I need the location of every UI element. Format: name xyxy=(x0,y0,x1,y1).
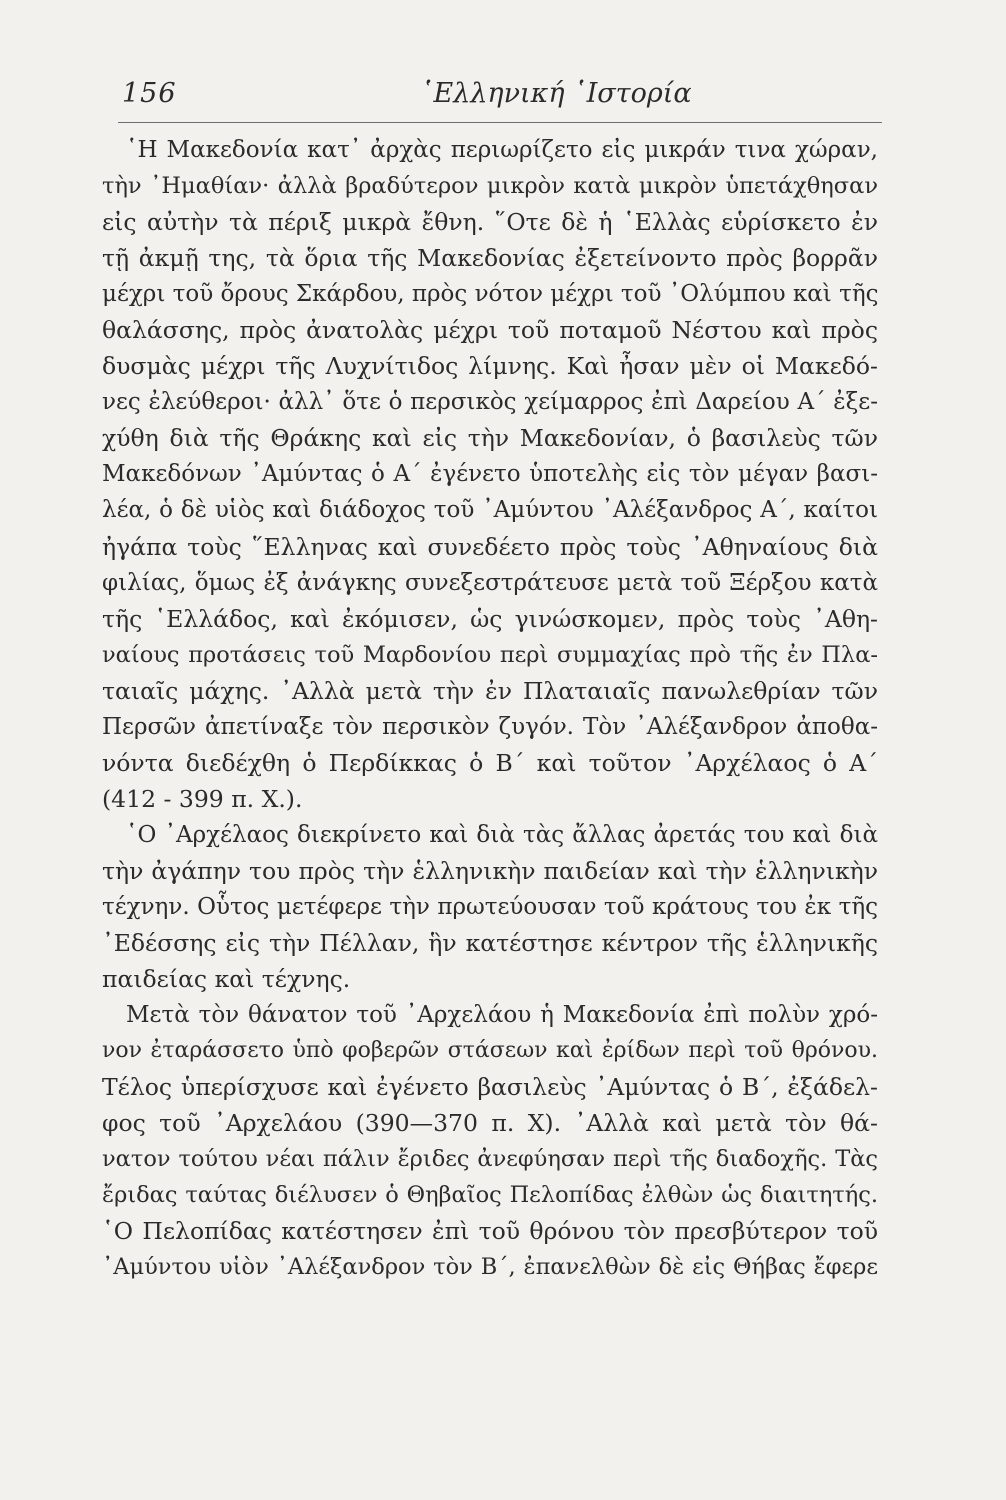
text-line: ναίους προτάσεις τοῦ Μαρδονίου περὶ συμμαχίας πρὸ τῆς ἐν Πλα- xyxy=(102,641,878,668)
running-title: ῾Ελληνική ῾Ιστορία xyxy=(420,78,692,109)
page-header xyxy=(118,72,882,123)
text-line: ᾽Εδέσσης εἰς τὴν Πέλλαν, ἣν κατέστησε κέντρον τῆς ἑλληνικῆς xyxy=(102,929,878,958)
text-line: λέα, ὁ δὲ υἱὸς καὶ διάδοχος τοῦ ᾽Αμύντου ᾽Αλέξανδρος Α΄, καίτοι xyxy=(102,497,878,524)
text-line: ἔριδας ταύτας διέλυσεν ὁ Θηβαῖος Πελοπίδας ἐλθὼν ὡς διαιτητής. xyxy=(102,1182,878,1209)
text-line: νατον τούτου νέαι πάλιν ἔριδες ἀνεφύησαν περὶ τῆς διαδοχῆς. Τὰς xyxy=(102,1146,878,1173)
text-line: ῾Ο Πελοπίδας κατέστησεν ἐπὶ τοῦ θρόνου τὸν πρεσβύτερον τοῦ xyxy=(102,1217,878,1246)
text-line: νον ἐταράσσετο ὑπὸ φοβερῶν στάσεων καὶ ἐρίδων περὶ τοῦ θρόνου. xyxy=(102,1038,878,1064)
text-line: ᾽Αμύντου υἱὸν ᾽Αλέξανδρον τὸν Β΄, ἐπανελθὼν δὲ εἰς Θήβας ἔφερε xyxy=(102,1254,878,1281)
text-line: τέχνην. Οὗτος μετέφερε τὴν πρωτεύουσαν τοῦ κράτους του ἐκ τῆς xyxy=(102,893,878,920)
text-line: θαλάσσης, πρὸς ἀνατολὰς μέχρι τοῦ ποταμοῦ Νέστου καὶ πρὸς xyxy=(102,316,878,345)
text-line: ῾Ο ᾽Αρχέλαος διεκρίνετο καὶ διὰ τὰς ἄλλας ἀρετάς του καὶ διὰ xyxy=(126,821,878,848)
text-line: φος τοῦ ᾽Αρχελάου (390—370 π. Χ). ᾽Αλλὰ καὶ μετὰ τὸν θά- xyxy=(102,1109,878,1138)
text-line: ταιαῖς μάχης. ᾽Αλλὰ μετὰ τὴν ἐν Πλαταιαῖς πανωλεθρίαν τῶν xyxy=(102,676,878,705)
text-line: τῇ ἀκμῇ της, τὰ ὅρια τῆς Μακεδονίας ἐξετείνοντο πρὸς βορρᾶν xyxy=(102,244,878,273)
text-line: τῆς ῾Ελλάδος, καὶ ἐκόμισεν, ὡς γινώσκομεν, πρὸς τοὺς ᾽Αθη- xyxy=(102,604,878,633)
text-line: (412 - 399 π. Χ.). xyxy=(102,784,303,813)
text-line: Περσῶν ἀπετίναξε τὸν περσικὸν ζυγόν. Τὸν ᾽Αλέξανδρον ἀποθα- xyxy=(102,713,878,740)
text-line: μέχρι τοῦ ὄρους Σκάρδου, πρὸς νότον μέχρι τοῦ ᾽Ολύμπου καὶ τῆς xyxy=(102,281,879,308)
text-line: εἰς αὐτὴν τὰ πέριξ μικρὰ ἔθνη. ῞Οτε δὲ ἡ ῾Ελλὰς εὑρίσκετο ἐν xyxy=(102,208,878,237)
text-line: ῾Η Μακεδονία κατ᾽ ἀρχὰς περιωρίζετο εἰς μικράν τινα χώραν, xyxy=(126,137,878,163)
text-line: Μακεδόνων ᾽Αμύντας ὁ Α΄ ἐγένετο ὑποτελὴς εἰς τὸν μέγαν βασι- xyxy=(102,461,878,488)
page-number: 156 xyxy=(122,78,177,109)
text-line: Μετὰ τὸν θάνατον τοῦ ᾽Αρχελάου ἡ Μακεδονία ἐπὶ πολὺν χρό- xyxy=(126,1002,878,1029)
text-line: νόντα διεδέχθη ὁ Περδίκκας ὁ Β΄ καὶ τοῦτον ᾽Αρχέλαος ὁ Α΄ xyxy=(102,748,878,777)
text-line: παιδείας καὶ τέχνης. xyxy=(102,965,351,994)
text-line: Τέλος ὑπερίσχυσε καὶ ἐγένετο βασιλεὺς ᾽Αμύντας ὁ Β΄, ἐξάδελ- xyxy=(102,1073,878,1102)
text-line: φιλίας, ὅμως ἐξ ἀνάγκης συνεξεστράτευσε μετὰ τοῦ Ξέρξου κατὰ xyxy=(102,569,878,596)
text-line: νες ἐλεύθεροι· ἀλλ᾽ ὅτε ὁ περσικὸς χείμαρρος ἐπὶ Δαρείου Α΄ ἐξε- xyxy=(102,389,878,416)
text-line: δυσμὰς μέχρι τῆς Λυχνίτιδος λίμνης. Καὶ ἦσαν μὲν οἱ Μακεδό- xyxy=(102,352,878,381)
text-line: τὴν ἀγάπην του πρὸς τὴν ἑλληνικὴν παιδείαν καὶ τὴν ἑλληνικὴν xyxy=(102,856,878,885)
body-text xyxy=(102,132,878,1286)
text-line: ἠγάπα τοὺς ῞Ελληνας καὶ συνεδέετο πρὸς τοὺς ᾽Αθηναίους διὰ xyxy=(102,532,878,561)
text-line: χύθη διὰ τῆς Θράκης καὶ εἰς τὴν Μακεδονίαν, ὁ βασιλεὺς τῶν xyxy=(102,424,878,453)
text-line: τὴν ᾽Ημαθίαν· ἀλλὰ βραδύτερον μικρὸν κατὰ μικρὸν ὑπετάχθησαν xyxy=(102,173,878,200)
